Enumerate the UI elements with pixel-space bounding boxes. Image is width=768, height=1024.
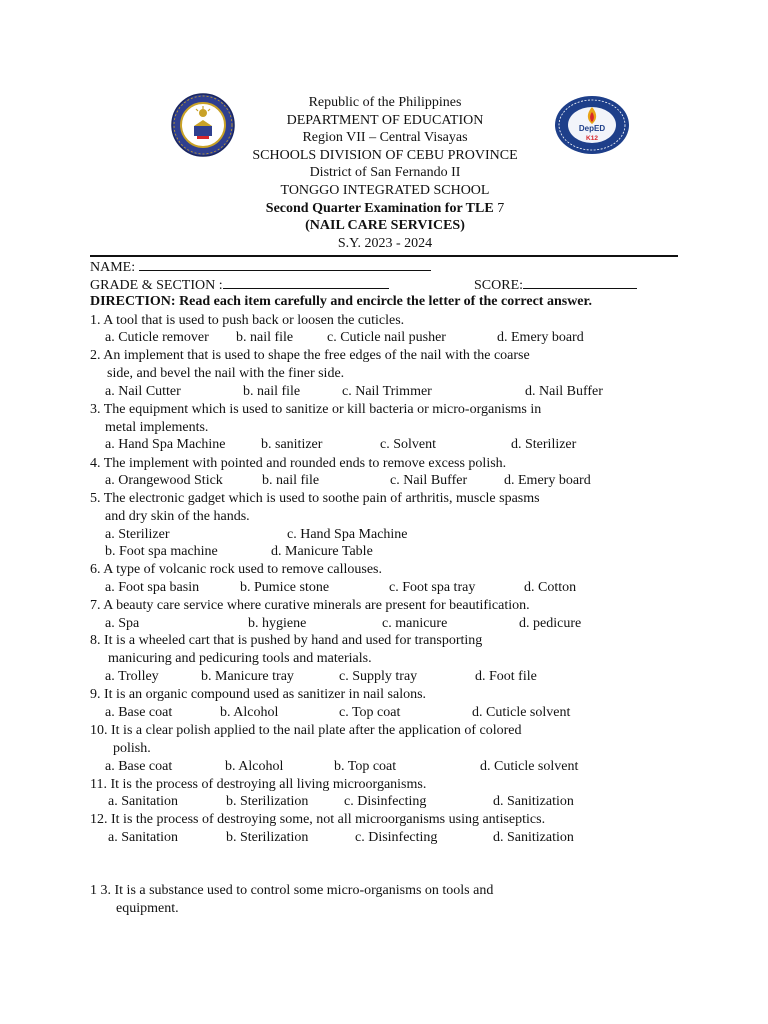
name-blank[interactable] (139, 258, 431, 271)
question-9-text-line: 9. It is an organic compound used as sanitizer in nail salons. (90, 687, 427, 702)
question-12-option[interactable]: d. Sanitization (493, 830, 574, 845)
question-2-option[interactable]: a. Nail Cutter (105, 384, 181, 399)
question-7-text-line: 7. A beauty care service where curative minerals are present for beautification. (90, 598, 530, 613)
question-10-option[interactable]: d. Cuticle solvent (480, 759, 579, 774)
grade-section-label: GRADE & SECTION : (90, 278, 223, 293)
question-3-text-line: metal implements. (105, 420, 209, 435)
question-2-option[interactable]: b. nail file (243, 384, 301, 399)
question-13-text-line: equipment. (116, 901, 179, 916)
question-3-option[interactable]: a. Hand Spa Machine (105, 437, 226, 452)
question-12-text-line: 12. It is the process of destroying some, not all microorganisms using antiseptics. (90, 812, 546, 827)
exam-title-text: Second Quarter Examination for TLE (265, 200, 494, 216)
header-line-region: Region VII – Central Visayas (302, 130, 468, 146)
question-5-option[interactable]: a. Sterilizer (105, 527, 170, 542)
name-label: NAME: (90, 260, 136, 275)
question-3-option[interactable]: c. Solvent (380, 437, 436, 452)
grade-section-field[interactable] (90, 276, 389, 294)
header-line-department: DEPARTMENT OF EDUCATION (286, 112, 484, 128)
question-11-option[interactable]: a. Sanitation (108, 794, 178, 809)
question-5-text-line: and dry skin of the hands. (105, 509, 250, 524)
question-11-option[interactable]: b. Sterilization (226, 794, 309, 809)
question-13-text-line: 1 3. It is a substance used to control some micro-organisms on tools and (90, 883, 494, 898)
question-3-option[interactable]: d. Sterilizer (511, 437, 577, 452)
school-year: S.Y. 2023 - 2024 (337, 235, 433, 251)
question-6-option[interactable]: a. Foot spa basin (105, 580, 200, 595)
exam-title (200, 200, 570, 218)
question-4-text-line: 4. The implement with pointed and rounded ends to remove excess polish. (90, 456, 507, 471)
question-7-option[interactable]: d. pedicure (519, 616, 582, 631)
question-1-option[interactable]: b. nail file (236, 330, 294, 345)
question-8-option[interactable]: a. Trolley (105, 669, 159, 684)
question-6-text-line: 6. A type of volcanic rock used to remove callouses. (90, 562, 382, 577)
header-divider (90, 255, 678, 257)
question-2-option[interactable]: d. Nail Buffer (525, 384, 603, 399)
header-line-republic: Republic of the Philippines (308, 95, 462, 110)
question-6-option[interactable]: c. Foot spa tray (389, 580, 476, 595)
question-10-option[interactable]: b. Top coat (334, 759, 397, 774)
name-field[interactable] (90, 258, 431, 276)
question-8-option[interactable]: c. Supply tray (339, 669, 418, 684)
score-label: SCORE: (474, 278, 524, 293)
question-6-option[interactable]: b. Pumice stone (240, 580, 330, 595)
question-9-option[interactable]: a. Base coat (105, 705, 173, 720)
header-line-school: TONGGO INTEGRATED SCHOOL (280, 182, 490, 198)
question-4-option[interactable]: c. Nail Buffer (390, 473, 468, 488)
question-5-option[interactable]: d. Manicure Table (271, 544, 373, 559)
question-5-text-line: 5. The electronic gadget which is used to soothe pain of arthritis, muscle spasms (90, 491, 540, 506)
deped-logo-text: DepED (578, 124, 606, 133)
question-11-option[interactable]: d. Sanitization (493, 794, 574, 809)
subject-title: (NAIL CARE SERVICES) (305, 218, 465, 234)
score-blank[interactable] (523, 276, 637, 289)
k12-logo-text: K12 (586, 135, 598, 142)
question-8-text-line: manicuring and pedicuring tools and materials. (108, 651, 372, 666)
header-block (200, 94, 570, 252)
question-4-option[interactable]: b. nail file (262, 473, 320, 488)
question-10-text-line: polish. (113, 741, 151, 756)
question-1-option[interactable]: d. Emery board (497, 330, 584, 345)
question-9-option[interactable]: d. Cuticle solvent (472, 705, 571, 720)
question-9-option[interactable]: c. Top coat (339, 705, 401, 720)
exam-title-grade: 7 (493, 200, 505, 216)
question-12-option[interactable]: a. Sanitation (108, 830, 178, 845)
question-1-text-line: 1. A tool that is used to push back or loosen the cuticles. (90, 313, 405, 328)
question-10-option[interactable]: b. Alcohol (225, 759, 284, 774)
question-8-option[interactable]: b. Manicure tray (201, 669, 294, 684)
question-7-option[interactable]: b. hygiene (248, 616, 307, 631)
question-3-text-line: 3. The equipment which is used to sanitize or kill bacteria or micro-organisms in (90, 402, 542, 417)
grade-section-blank[interactable] (223, 276, 389, 289)
question-7-option[interactable]: c. manicure (382, 616, 448, 631)
question-9-option[interactable]: b. Alcohol (220, 705, 279, 720)
question-2-option[interactable]: c. Nail Trimmer (342, 384, 432, 399)
question-2-text-line: side, and bevel the nail with the finer side. (107, 366, 345, 381)
question-1-option[interactable]: a. Cuticle remover (105, 330, 209, 345)
question-5-option[interactable]: b. Foot spa machine (105, 544, 218, 559)
question-12-option[interactable]: c. Disinfecting (355, 830, 438, 845)
direction-text: DIRECTION: Read each item carefully and encircle the letter of the correct answer. (90, 294, 592, 309)
question-7-option[interactable]: a. Spa (105, 616, 140, 631)
question-4-option[interactable]: d. Emery board (504, 473, 591, 488)
question-2-text-line: 2. An implement that is used to shape the free edges of the nail with the coarse (90, 348, 530, 363)
question-1-option[interactable]: c. Cuticle nail pusher (327, 330, 446, 345)
question-8-text-line: 8. It is a wheeled cart that is pushed by hand and used for transporting (90, 633, 483, 648)
header-line-division: SCHOOLS DIVISION OF CEBU PROVINCE (252, 147, 518, 163)
question-8-option[interactable]: d. Foot file (475, 669, 537, 684)
question-5-option[interactable]: c. Hand Spa Machine (287, 527, 408, 542)
score-field[interactable] (474, 276, 637, 294)
question-10-option[interactable]: a. Base coat (105, 759, 173, 774)
question-6-option[interactable]: d. Cotton (524, 580, 577, 595)
question-3-option[interactable]: b. sanitizer (261, 437, 323, 452)
question-11-text-line: 11. It is the process of destroying all living microorganisms. (90, 777, 427, 792)
question-10-text-line: 10. It is a clear polish applied to the nail plate after the application of colored (90, 723, 522, 738)
question-4-option[interactable]: a. Orangewood Stick (105, 473, 223, 488)
header-line-district: District of San Fernando II (309, 165, 461, 181)
question-12-option[interactable]: b. Sterilization (226, 830, 309, 845)
question-11-option[interactable]: c. Disinfecting (344, 794, 427, 809)
